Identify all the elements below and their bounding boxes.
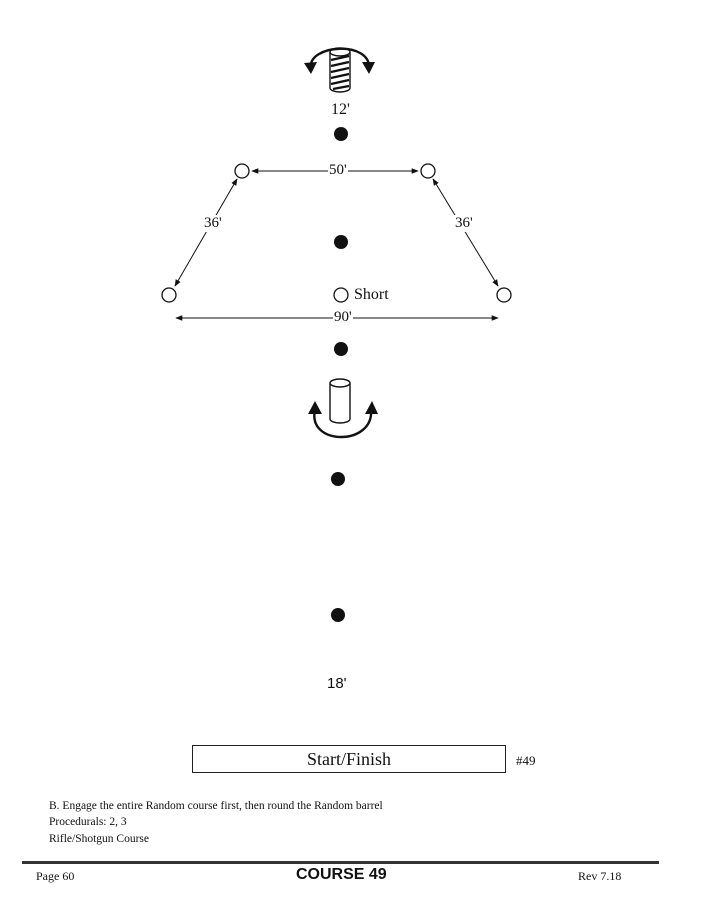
- start-finish-box: [192, 745, 506, 773]
- page-number: Page 60: [36, 869, 75, 883]
- notes-line-1: B. Engage the entire Random course first, then round the Random barrel: [49, 800, 383, 812]
- left-side-label: 36': [204, 215, 222, 231]
- bottom-width-label: 90': [334, 309, 352, 325]
- footer-title: COURSE 49: [296, 866, 387, 883]
- left-side-dimension: [175, 179, 237, 286]
- bottom-barrel-icon: [330, 379, 350, 423]
- marker-open-bottom-left: [162, 288, 176, 302]
- marker-filled-2: [334, 235, 348, 249]
- course-tag: #49: [516, 753, 536, 768]
- course-notes: [49, 799, 383, 848]
- short-label: Short: [354, 286, 389, 303]
- marker-filled-4: [331, 472, 345, 486]
- marker-filled-1: [334, 127, 348, 141]
- top-distance-label: 12': [331, 101, 350, 118]
- top-barrel-icon: [330, 48, 350, 92]
- marker-filled-3: [334, 342, 348, 356]
- marker-filled-5: [331, 608, 345, 622]
- notes-line-2: Procedurals: 2, 3: [49, 815, 127, 828]
- right-side-label: 36': [455, 215, 473, 231]
- notes-line-3: Rifle/Shotgun Course: [49, 833, 149, 845]
- marker-open-top-right: [421, 164, 435, 178]
- marker-open-short: [334, 288, 348, 302]
- bottom-distance-label: 18': [327, 675, 347, 692]
- marker-open-bottom-right: [497, 288, 511, 302]
- start-finish-label: Start/Finish: [306, 748, 391, 769]
- right-side-dimension: [433, 179, 498, 286]
- revision-label: Rev 7.18: [578, 869, 622, 883]
- marker-open-top-left: [235, 164, 249, 178]
- footer-rule: [22, 861, 659, 864]
- top-width-label: 50': [329, 162, 347, 178]
